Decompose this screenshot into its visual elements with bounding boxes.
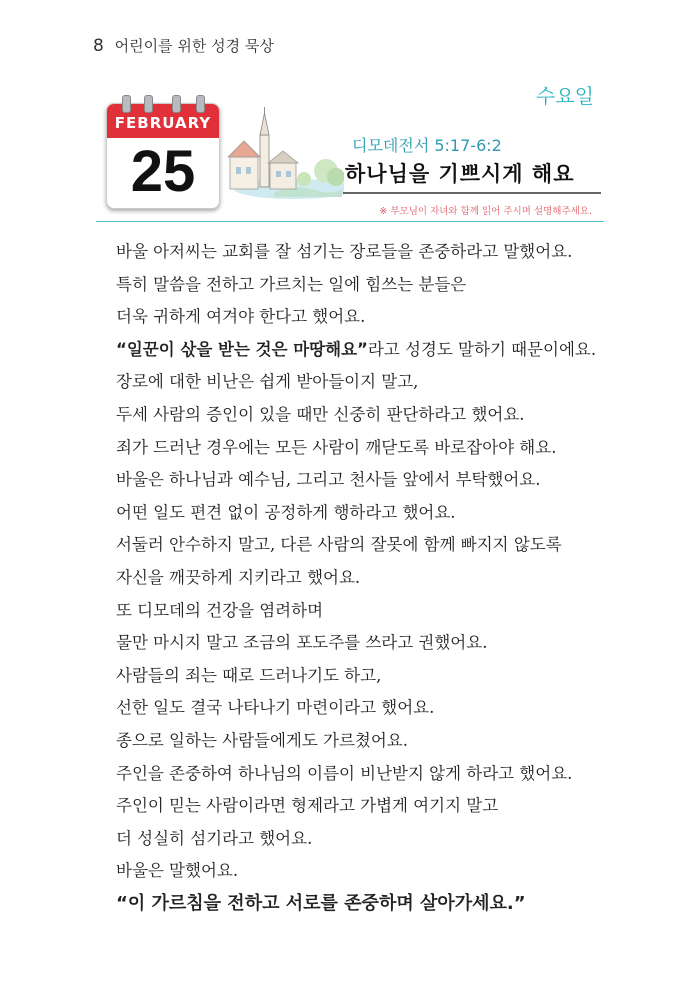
calendar-ring [172,95,181,113]
body-line [116,892,616,925]
body-line: 어떤 일도 편견 없이 공정하게 행하라고 했어요. [116,502,456,522]
body-line: 또 디모데의 건강을 염려하며 [116,600,324,620]
calendar-ring [144,95,153,113]
title-underline [343,192,601,194]
body-line: 장로에 대한 비난은 쉽게 받아들이지 말고, [116,372,419,392]
book-title: 어린이를 위한 성경 묵상 [114,37,274,55]
running-header [93,35,274,56]
weekday-label: 수요일 [536,84,594,108]
body-line: 두세 사람의 증인이 있을 때만 신중히 판단하라고 했어요. [116,404,525,424]
body-line: 자신을 깨끗하게 지키라고 했어요. [116,567,361,587]
calendar-ring [196,95,205,113]
calendar-month: FEBRUARY [114,114,212,132]
body-line: 특히 말씀을 전하고 가르치는 일에 힘쓰는 분들은 [116,274,467,294]
page-number: 8 [93,36,104,56]
body-line: 바울은 하나님과 예수님, 그리고 천사들 앞에서 부탁했어요. [116,470,541,490]
calendar-day: 25 [130,139,196,204]
body-line: 죄가 드러난 경우에는 모든 사람이 깨닫도록 바로잡아야 해요. [116,437,557,457]
body-line: 선한 일도 결국 나타나기 마련이라고 했어요. [116,698,435,718]
scripture-reference: 디모데전서 5:17-6:2 [352,136,502,155]
body-line: 더 성실히 섬기라고 했어요. [116,828,313,848]
body-line: 종으로 일하는 사람들에게도 가르쳤어요. [116,730,408,750]
body-line: 물만 마시지 말고 조금의 포도주를 쓰라고 권했어요. [116,633,488,653]
body-text-segment: 라고 성경도 말하기 때문이에요. [367,339,597,359]
devotion-title: 하나님을 기쁘시게 해요 [345,162,575,186]
body-line: 서둘러 안수하지 말고, 다른 사람의 잘못에 함께 빠지지 않도록 [116,535,562,555]
header-divider [96,221,604,222]
body-line: 바울 아저씨는 교회를 잘 섬기는 장로들을 존중하라고 말했어요. [116,242,573,261]
devotion-body [116,240,616,924]
body-line: 주인이 믿는 사람이라면 형제라고 가볍게 여기지 말고 [116,796,499,816]
parent-note: ※ 부모님이 자녀와 함께 읽어 주시며 설명해주세요. [379,206,592,217]
quote-emphasis: “일꾼이 삯을 받는 것은 마땅해요” [116,339,368,359]
calendar-icon [106,95,218,207]
body-line: 주인을 존중하여 하나님의 이름이 비난받지 않게 하라고 했어요. [116,763,573,783]
body-line: 사람들의 죄는 때로 드러나기도 하고, [116,665,382,685]
body-line [116,338,616,371]
village-illustration [224,105,344,205]
calendar-ring [122,95,131,113]
body-line: 바울은 말했어요. [116,861,239,881]
body-line: 더욱 귀하게 여겨야 한다고 했어요. [116,307,366,327]
closing-quote: “이 가르침을 전하고 서로를 존중하며 살아가세요.” [116,892,526,914]
calendar-page [106,103,220,209]
